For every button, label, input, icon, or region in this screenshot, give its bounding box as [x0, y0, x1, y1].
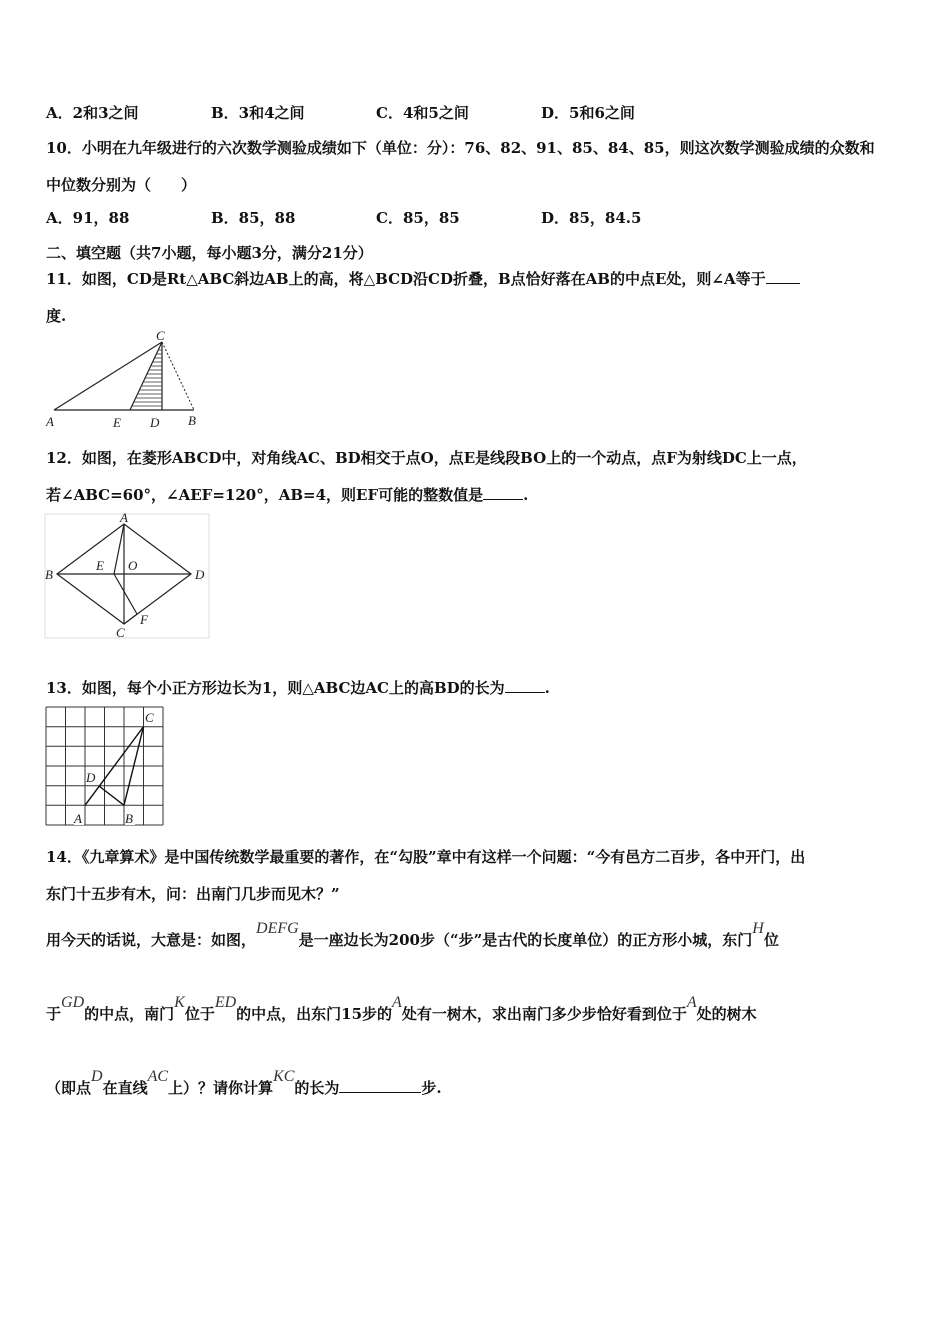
q14-line4a: 于	[46, 1005, 62, 1023]
q14-line5b: 在直线	[102, 1079, 148, 1097]
q11-text-line2: 度.	[46, 307, 67, 325]
math-a: A	[686, 994, 697, 1011]
q13-label-d: D	[86, 770, 96, 785]
q13-label-c: C	[145, 710, 154, 725]
q13-segment-bd	[99, 786, 124, 805]
q12-label-a: A	[120, 510, 128, 525]
math-ed: ED	[214, 994, 237, 1011]
q12-text-line1: 12．如图，在菱形ABCD中，对角线AC、BD相交于点O，点E是线段BO上的一个动点，点F为射线DC上一点，	[46, 449, 807, 467]
q13-label-a: A	[74, 811, 82, 826]
math-k: K	[174, 994, 185, 1011]
q14-line5c: 上）？请你计算	[168, 1079, 274, 1097]
q14-line5e: 步.	[421, 1079, 442, 1097]
section-heading: 二、填空题（共7小题，每小题3分，满分21分）	[46, 244, 373, 262]
q12-label-e: E	[96, 558, 104, 573]
q9-option-d: D．5和6之间	[541, 104, 635, 122]
q14-line5d: 的长为	[294, 1079, 340, 1097]
q14-line4f: 处的树木	[696, 1005, 757, 1023]
q12-segment-ae	[114, 524, 124, 574]
q11-label-d: D	[150, 415, 160, 430]
q12-line2-end: .	[523, 486, 529, 504]
q14-line3b: 是一座边长为200步（“步”是古代的长度单位）的正方形小城，东门	[298, 931, 753, 949]
q12-text-line2	[46, 484, 528, 505]
answer-blank	[339, 1078, 421, 1093]
q13-line1-text: 13．如图，每个小正方形边长为1，则△ABC边AC上的高BD的长为	[46, 679, 505, 697]
q10-text-line2: 中位数分别为（ ）	[46, 176, 197, 194]
q12-label-b: B	[45, 567, 53, 582]
q14-text-line2: 东门十五步有木，问：出南门几步而见木？”	[46, 885, 340, 903]
q10-text-line1: 10．小明在九年级进行的六次数学测验成绩如下（单位：分）：76、82、91、85、84、85，则这次数学测验成绩的众数和	[46, 139, 875, 157]
math-d: D	[91, 1068, 103, 1085]
q14-line4b: 的中点，南门	[84, 1005, 175, 1023]
q14-line3a: 用今天的话说，大意是：如图，	[46, 931, 257, 949]
q14-text-line4	[46, 994, 757, 1024]
q14-text-line5	[46, 1068, 442, 1098]
answer-blank	[483, 485, 523, 500]
q9-option-c: C．4和5之间	[376, 104, 469, 122]
answer-blank	[505, 678, 545, 693]
math-a: A	[392, 994, 402, 1011]
math-h: H	[752, 920, 764, 937]
q12-label-f: F	[140, 612, 148, 627]
q14-line4d: 的中点，出东门15步的	[236, 1005, 393, 1023]
q12-segment-cf	[124, 614, 137, 624]
q11-label-e: E	[113, 415, 121, 430]
math-gd: GD	[61, 994, 85, 1011]
q11-line1-text: 11．如图，CD是Rt△ABC斜边AB上的高，将△BCD沿CD折叠，B点恰好落在AB的中点E处，则∠A等于	[46, 270, 766, 288]
q11-segment-bc-dashed	[162, 342, 194, 410]
q12-figure	[44, 510, 214, 640]
q10-option-a: A．91，88	[46, 209, 130, 227]
q10-option-b: B．85，88	[211, 209, 296, 227]
q12-label-c: C	[116, 625, 125, 640]
q13-label-b: B	[125, 811, 133, 826]
math-ac: AC	[147, 1068, 169, 1085]
q12-label-d: D	[195, 567, 205, 582]
q14-text-line3	[46, 920, 779, 950]
q10-option-c: C．85，85	[376, 209, 460, 227]
q14-line4e: 处有一树木，求出南门多少步恰好看到位于	[401, 1005, 687, 1023]
q14-line5a: （即点	[46, 1079, 92, 1097]
q11-figure	[44, 330, 214, 430]
q9-option-b: B．3和4之间	[211, 104, 305, 122]
q11-label-a: A	[46, 414, 54, 429]
math-defg: DEFG	[256, 920, 299, 937]
q13-line1-end: .	[544, 679, 550, 697]
q14-line3c: 位	[763, 931, 779, 949]
q13-grid-figure	[44, 704, 168, 830]
q10-option-d: D．85，84.5	[541, 209, 642, 227]
q12-figure-frame	[45, 514, 209, 638]
q11-text-line1	[46, 268, 800, 289]
math-kc: KC	[273, 1068, 295, 1085]
q12-segment-ef	[114, 574, 137, 614]
q12-line2-text: 若∠ABC=60°，∠AEF=120°，AB=4，则EF可能的整数值是	[46, 486, 484, 504]
q14-line4c: 位于	[184, 1005, 215, 1023]
answer-blank	[766, 269, 800, 284]
q14-text-line1: 14．《九章算术》是中国传统数学最重要的著作，在“勾股”章中有这样一个问题：“今有邑方二百步，各中开门，出	[46, 848, 806, 866]
q9-option-a: A．2和3之间	[46, 104, 139, 122]
q11-label-c: C	[156, 330, 165, 343]
q12-label-o: O	[128, 558, 138, 573]
q13-text-line1	[46, 677, 550, 698]
q11-label-b: B	[188, 413, 196, 428]
